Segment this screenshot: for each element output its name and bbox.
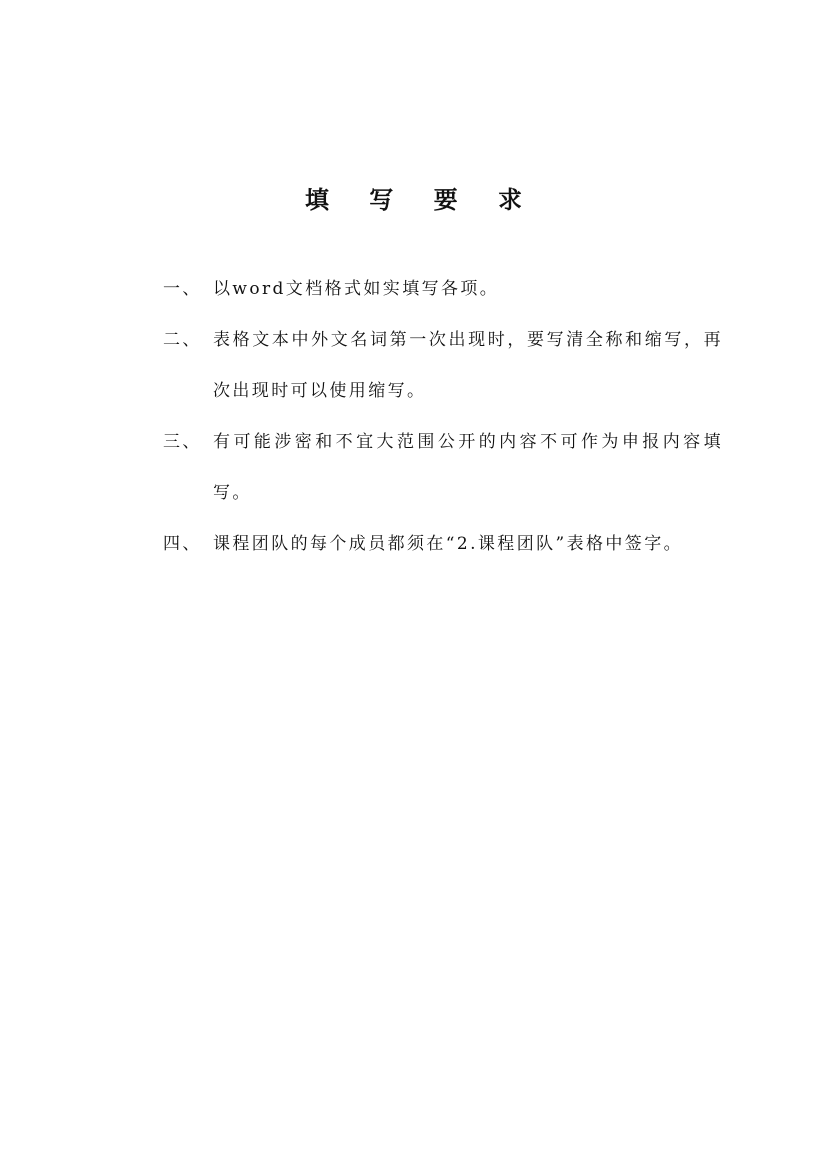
- list-item-number: 四、: [163, 534, 202, 554]
- list-item-number: 三、: [163, 432, 202, 452]
- page-title: 填 写 要 求: [304, 185, 539, 214]
- list-item-text: 有可能涉密和不宜大范围公开的内容不可作为申报内容填写。: [213, 432, 723, 503]
- requirements-list: [163, 264, 723, 570]
- list-item-number: 一、: [163, 279, 202, 299]
- list-item: [163, 315, 723, 417]
- list-item-number: 二、: [163, 330, 202, 350]
- list-item: [163, 519, 723, 570]
- list-item-text: 表格文本中外文名词第一次出现时，要写清全称和缩写，再次出现时可以使用缩写。: [213, 330, 723, 401]
- list-item: [163, 264, 723, 315]
- list-item-text: 以word文档格式如实填写各项。: [213, 279, 500, 299]
- list-item: [163, 417, 723, 519]
- list-item-text: 课程团队的每个成员都须在“2.课程团队”表格中签字。: [213, 534, 684, 554]
